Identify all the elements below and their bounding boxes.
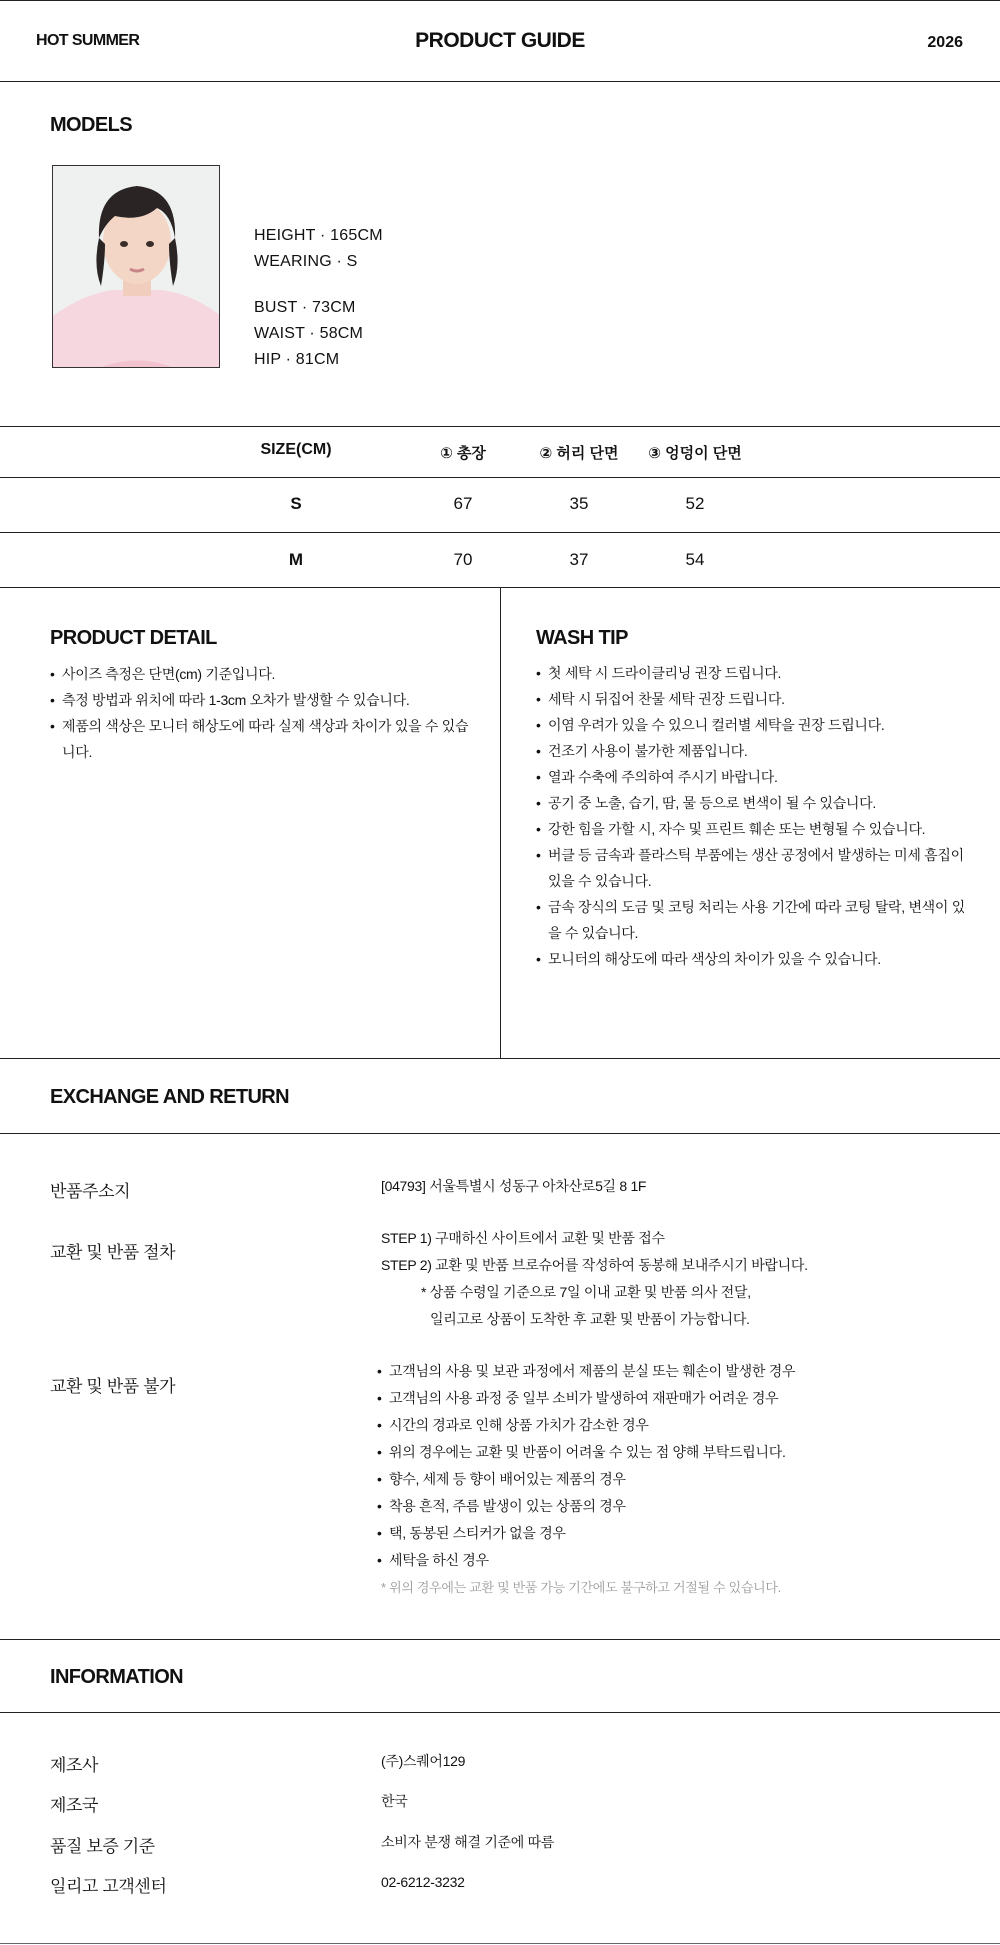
list-item: • 착용 흔적, 주름 발생이 있는 상품의 경우 xyxy=(377,1493,937,1520)
procedure-note: * 상품 수령일 기준으로 7일 이내 교환 및 반품 의사 전달, xyxy=(421,1284,751,1300)
quality-standard-label: 품질 보증 기준 xyxy=(50,1837,155,1856)
list-item: • 택, 동봉된 스티커가 없을 경우 xyxy=(377,1520,937,1547)
list-item: • 세탁 시 뒤집어 찬물 세탁 권장 드립니다. xyxy=(536,686,970,712)
model-hip: HIP · 81CM xyxy=(254,351,340,368)
top-divider xyxy=(0,0,1000,1)
wash-tip-list xyxy=(536,660,970,972)
wash-tip-title: WASH TIP xyxy=(536,627,628,649)
exchange-procedure-label: 교환 및 반품 절차 xyxy=(50,1243,176,1262)
country-label: 제조국 xyxy=(50,1796,99,1815)
divider xyxy=(0,1058,1000,1059)
size-row-s-hip: 52 xyxy=(685,494,705,513)
size-header-waist: ② 허리 단면 xyxy=(539,445,619,462)
list-item: • 첫 세탁 시 드라이클리닝 권장 드립니다. xyxy=(536,660,970,686)
models-title: MODELS xyxy=(50,114,132,136)
list-item: • 고객님의 사용 및 보관 과정에서 제품의 분실 또는 훼손이 발생한 경우 xyxy=(377,1358,937,1385)
brand-name: HOT SUMMER xyxy=(36,32,140,49)
list-item: • 위의 경우에는 교환 및 반품이 어려울 수 있는 점 양해 부탁드립니다. xyxy=(377,1439,937,1466)
exchange-unavailable-list xyxy=(377,1358,937,1574)
size-row-s-waist: 35 xyxy=(569,494,589,513)
list-item: • 측정 방법과 위치에 따라 1-3cm 오차가 발생할 수 있습니다. xyxy=(50,687,480,713)
exchange-unavailable-note: * 위의 경우에는 교환 및 반품 가능 기간에도 불구하고 거절될 수 있습니다. xyxy=(381,1580,781,1595)
list-item: • 건조기 사용이 불가한 제품입니다. xyxy=(536,738,970,764)
size-header-length: ① 총장 xyxy=(440,445,486,462)
exchange-return-title: EXCHANGE AND RETURN xyxy=(50,1086,289,1108)
procedure-step: STEP 1) 구매하신 사이트에서 교환 및 반품 접수 xyxy=(381,1230,665,1246)
bottom-divider xyxy=(0,1943,1000,1944)
model-height: HEIGHT · 165CM xyxy=(254,227,383,244)
list-item: • 모니터의 해상도에 따라 색상의 차이가 있을 수 있습니다. xyxy=(536,946,970,972)
model-bust: BUST · 73CM xyxy=(254,299,356,316)
size-row-m-length: 70 xyxy=(453,550,473,569)
information-title: INFORMATION xyxy=(50,1666,184,1688)
country-value: 한국 xyxy=(381,1793,408,1809)
quality-standard-value: 소비자 분쟁 해결 기준에 따름 xyxy=(381,1834,555,1850)
list-item: • 금속 장식의 도금 및 코팅 처리는 사용 기간에 따라 코팅 탈락, 변색이 있을 수 있습니다. xyxy=(536,894,970,946)
size-row-s-length: 67 xyxy=(453,494,473,513)
list-item: • 버클 등 금속과 플라스틱 부품에는 생산 공정에서 발생하는 미세 흠집이 있을 수 있습니다. xyxy=(536,842,970,894)
size-row-m-hip: 54 xyxy=(685,550,705,569)
customer-center-phone: 02-6212-3232 xyxy=(381,1874,465,1890)
model-specs xyxy=(254,223,383,373)
list-item: • 열과 수축에 주의하여 주시기 바랍니다. xyxy=(536,764,970,790)
exchange-procedure-steps xyxy=(381,1225,808,1333)
return-address-label: 반품주소지 xyxy=(50,1182,131,1201)
column-divider xyxy=(500,587,501,1058)
divider xyxy=(0,477,1000,478)
size-header-hip: ③ 엉덩이 단면 xyxy=(648,445,742,462)
manufacturer-value: (주)스퀘어129 xyxy=(381,1753,466,1769)
list-item: • 공기 중 노출, 습기, 땀, 물 등으로 변색이 될 수 있습니다. xyxy=(536,790,970,816)
list-item: • 시간의 경과로 인해 상품 가치가 감소한 경우 xyxy=(377,1412,937,1439)
manufacturer-label: 제조사 xyxy=(50,1756,99,1775)
return-address-value: [04793] 서울특별시 성동구 아차산로5길 8 1F xyxy=(381,1178,647,1194)
divider xyxy=(0,1639,1000,1640)
list-item: • 이염 우려가 있을 수 있으니 컬러별 세탁을 권장 드립니다. xyxy=(536,712,970,738)
list-item: • 고객님의 사용 과정 중 일부 소비가 발생하여 재판매가 어려운 경우 xyxy=(377,1385,937,1412)
size-row-m-waist: 37 xyxy=(569,550,589,569)
page-header xyxy=(0,0,1000,82)
model-photo xyxy=(52,165,220,368)
procedure-note: 일리고로 상품이 도착한 후 교환 및 반품이 가능합니다. xyxy=(430,1311,750,1327)
divider xyxy=(0,1133,1000,1134)
model-portrait-image xyxy=(53,166,220,368)
procedure-step: STEP 2) 교환 및 반품 브로슈어를 작성하여 동봉해 보내주시기 바랍니다. xyxy=(381,1257,808,1273)
page-title: PRODUCT GUIDE xyxy=(415,29,585,52)
product-detail-title: PRODUCT DETAIL xyxy=(50,627,217,649)
divider xyxy=(0,532,1000,533)
size-row-s-size: S xyxy=(290,494,302,513)
model-waist: WAIST · 58CM xyxy=(254,325,364,342)
exchange-unavailable-label: 교환 및 반품 불가 xyxy=(50,1377,176,1396)
divider xyxy=(0,1712,1000,1713)
model-wearing-size: WEARING · S xyxy=(254,253,358,270)
year-label: 2026 xyxy=(927,34,963,51)
size-row-m-size: M xyxy=(288,550,304,569)
list-item: • 사이즈 측정은 단면(cm) 기준입니다. xyxy=(50,661,480,687)
list-item: • 제품의 색상은 모니터 해상도에 따라 실제 색상과 차이가 있을 수 있습니다. xyxy=(50,713,480,765)
customer-center-label: 일리고 고객센터 xyxy=(50,1877,167,1896)
list-item: • 강한 힘을 가할 시, 자수 및 프린트 훼손 또는 변형될 수 있습니다. xyxy=(536,816,970,842)
divider xyxy=(0,426,1000,427)
list-item: • 향수, 세제 등 향이 배어있는 제품의 경우 xyxy=(377,1466,937,1493)
size-header-size: SIZE(CM) xyxy=(260,441,332,458)
list-item: • 세탁을 하신 경우 xyxy=(377,1547,937,1574)
product-detail-list xyxy=(50,661,480,765)
